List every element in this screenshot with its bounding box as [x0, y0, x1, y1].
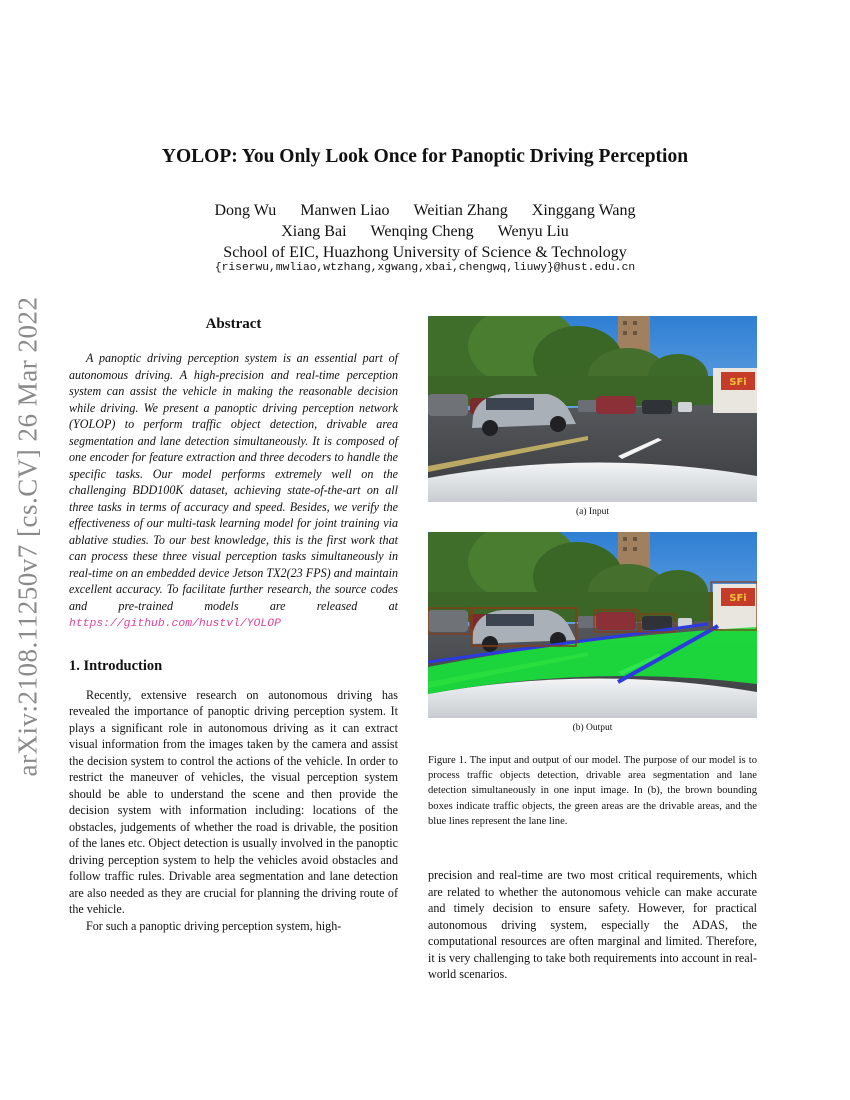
subfigure-b-label: (b) Output — [572, 723, 613, 733]
intro-paragraph-continued: precision and real-time are two most critical requirements, which are related to whether the autonomous vehicle can make accurate and timely decision to ensure safety. However, for practical autonomous driving system, especially the ADAS, the computational resources are often marginal and limited. Therefore, it is very challenging to take both requirements into account in real-world scenarios. — [428, 868, 757, 982]
author: Manwen Liao — [300, 202, 390, 219]
author: Wenyu Liu — [497, 223, 569, 240]
figure-output-image — [428, 532, 757, 718]
author: Xinggang Wang — [531, 202, 636, 219]
section-heading-introduction: 1. Introduction — [69, 657, 163, 674]
author-emails: {riserwu,mwliao,wtzhang,xgwang,xbai,chengwq,liuwy}@hust.edu.cn — [214, 262, 636, 274]
author: Dong Wu — [214, 202, 277, 219]
figure-caption: Figure 1. The input and output of our model. The purpose of our model is to process traffic objects detection, drivable area segmentation and lane detection simultaneously in one input image. In (b), the brown bounding boxes indicate traffic objects, the green areas are the drivable areas, and the blue lines represent the lane line. — [428, 755, 757, 827]
author-row-2 — [0, 221, 850, 242]
author: Weitian Zhang — [413, 202, 508, 219]
abstract-heading: Abstract — [205, 316, 262, 332]
intro-paragraph-2: For such a panoptic driving perception system, high- — [86, 918, 342, 933]
arxiv-identifier: arXiv:2108.11250v7 [cs.CV] 26 Mar 2022 — [12, 296, 43, 776]
intro-paragraph-1: Recently, extensive research on autonomous driving has revealed the importance of panoptic driving perception system. It plays a significant role in autonomous driving as it can extract visual information from the images taken by the camera and assist the decision system to control the actions of the vehicle. In order to restrict the maneuver of vehicles, the visual perception system should be able to understand the scene and then provide the decision system with information including: locations of the obstacles, judgements of whether the road is drivable, the position of the lanes etc. Object detection is usually involved in the panoptic driving perception system to help the vehicles avoid obstacles and follow traffic rules. Drivable area segmentation and lane detection are also needed as they are crucial for planning the driving route of the vehicle. — [69, 687, 398, 916]
author: Wenqing Cheng — [370, 223, 474, 240]
abstract-text — [69, 350, 398, 633]
subfigure-a-label: (a) Input — [576, 507, 609, 517]
affiliation: School of EIC, Huazhong University of Science & Technology — [223, 244, 627, 261]
left-column — [69, 316, 398, 934]
author-block — [0, 200, 850, 263]
paper-title: YOLOP: You Only Look Once for Panoptic Driving Perception — [161, 146, 689, 167]
figure-input-image — [428, 316, 757, 502]
author: Xiang Bai — [281, 223, 347, 240]
abstract-body: A panoptic driving perception system is an essential part of autonomous driving. A high-precision and real-time perception system can assist the vehicle in making the reasonable decision while driving. We present a panoptic driving perception network (YOLOP) to perform traffic object detection, drivable area segmentation and lane detection simultaneously. It is composed of one encoder for feature extraction and three decoders to handle the specific tasks. Our model performs extremely well on the challenging BDD100K dataset, achieving state-of-the-art on all three tasks in terms of accuracy and speed. Besides, we verify the effectiveness of our multi-task learning model for joint training via ablative studies. To our best knowledge, this is the first work that can process these three visual perception tasks simultaneously in real-time on an embedded device Jetson TX2(23 FPS) and maintain excellent accuracy. To facilitate further research, the source codes and pre-trained models are released at — [69, 351, 398, 613]
right-column — [428, 316, 757, 983]
github-link[interactable]: https://github.com/hustvl/YOLOP — [69, 618, 281, 630]
author-row-1 — [0, 200, 850, 221]
